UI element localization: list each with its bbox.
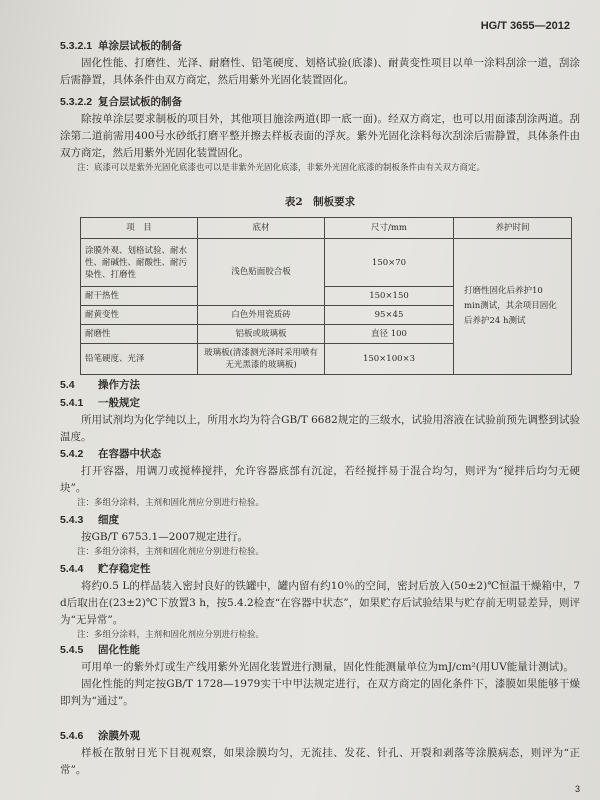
table-cell-substrate: 玻璃板(清漆测光泽时采用喷有无光黑漆的玻璃板) (198, 344, 325, 375)
table-cell-size: 直径 100 (325, 325, 454, 344)
section-number: 5.4.2 (60, 448, 84, 460)
table-header-cell: 项 目 (81, 218, 198, 239)
table-cell-size: 150×70 (325, 239, 454, 287)
section-title: 细度 (98, 514, 119, 526)
note: 注：多组分涂料，主剂和固化剂应分别进行检验。 (77, 498, 265, 508)
section-heading (60, 395, 580, 412)
table-row (81, 239, 572, 287)
table-cell-item: 涂膜外观、划格试验、耐水性、耐碱性、耐酸性、耐污染性、打磨性 (81, 239, 198, 287)
table-cell-substrate: 白色外用瓷质砖 (198, 306, 325, 325)
section-5-4-6 (60, 728, 580, 779)
table-cell-item: 耐黄变性 (81, 306, 198, 325)
section-heading (60, 512, 580, 529)
document-code: HG/T 3655—2012 (480, 20, 570, 32)
section-heading (60, 38, 580, 55)
note: 注：多组分涂料，主剂和固化剂应分别进行检验。 (77, 630, 265, 640)
table-cell-curing: 打磨性固化后养护10 min测试，其余项目固化后养护24 h测试 (454, 239, 572, 375)
table-header-cell: 底材 (198, 218, 325, 239)
note: 注：底漆可以是紫外光固化底漆也可以是非紫外光固化底漆，非紫外光固化底漆的制板条件由有关双方商定。 (77, 163, 486, 173)
section-heading (60, 561, 580, 578)
section-title: 贮存稳定性 (98, 563, 151, 575)
table-cell-substrate: 铝板或玻璃板 (198, 325, 325, 344)
table-cell-item: 耐磨性 (81, 325, 198, 344)
page-number: 3 (574, 784, 580, 794)
section-number: 5.4.4 (60, 563, 84, 575)
section-number: 5.4 (60, 379, 75, 391)
note: 注：多组分涂料，主剂和固化剂应分别进行检验。 (77, 547, 265, 557)
table-cell-size: 95×45 (325, 306, 454, 325)
paragraph: 按GB/T 6753.1—2007规定进行。 (81, 531, 248, 543)
section-title: 涂膜外观 (98, 730, 140, 742)
table-cell-size: 150×150 (325, 287, 454, 306)
spec-table (80, 217, 572, 375)
paragraph: 除按单涂层要求制板的项目外，其他项目施涂两道(即一底一面)。经双方商定，也可以用面漆刮涂两道。刮涂第二道前需用400号水砂纸打磨平整并擦去样板表面的浮灰。紫外光固化涂料每次刮涂后需静置，具体条件由双方商定，然后用紫外光固化装置固化。 (60, 113, 580, 159)
table-cell-item: 铅笔硬度、光泽 (81, 344, 198, 375)
section-heading (60, 642, 580, 659)
paragraph: 样板在散射日光下目视观察，如果涂膜均匀，无流挂、发花、针孔、开裂和剥落等涂膜病态，则评为“正常”。 (60, 747, 580, 776)
section-number: 5.3.2.2 (60, 96, 93, 108)
section-number: 5.4.6 (60, 730, 84, 742)
section-heading (60, 446, 580, 463)
section-title: 在容器中状态 (98, 448, 161, 460)
section-5-4-4 (60, 561, 580, 642)
table-cell-substrate: 浅色贴面胶合板 (198, 239, 325, 306)
section-5-3-2-2 (60, 94, 580, 175)
table-header-row (81, 218, 572, 239)
section-5-4-1 (60, 395, 580, 446)
section-title: 固化性能 (98, 644, 140, 656)
paragraph: 打开容器，用调刀或搅棒搅拌，允许容器底部有沉淀，若经搅拌易于混合均匀，则评为“搅拌后均匀无硬块”。 (60, 465, 580, 494)
paragraph: 固化性能的判定按GB/T 1728—1979实干中甲法规定进行，在双方商定的固化条件下，漆膜如果能够干燥即判为“通过”。 (60, 678, 580, 707)
section-heading (60, 377, 580, 394)
section-number: 5.3.2.1 (60, 40, 93, 52)
table-cell-item: 耐干热性 (81, 287, 198, 306)
section-title: 一般规定 (98, 397, 140, 409)
section-5-4-3 (60, 512, 580, 559)
section-5-3-2-1 (60, 38, 580, 89)
paragraph: 所用试剂均为化学纯以上，所用水均为符合GB/T 6682规定的三级水，试验用溶液在试验前预先调整到试验温度。 (60, 414, 580, 443)
section-title: 复合层试板的制备 (98, 96, 182, 108)
section-title: 单涂层试板的制备 (98, 40, 182, 52)
section-number: 5.4.1 (60, 397, 84, 409)
section-heading (60, 728, 580, 745)
section-heading (60, 94, 580, 111)
table-header-cell: 尺寸/mm (325, 218, 454, 239)
table-title: 表2 制板要求 (284, 196, 356, 208)
paragraph: 可用单一的紫外灯或生产线用紫外光固化装置进行测量，固化性能测量单位为mJ/cm²(用UV能量计测试)。 (81, 661, 574, 673)
section-5-4-2 (60, 446, 580, 510)
paragraph: 将约0.5 L的样品装入密封良好的铁罐中，罐内留有约10％的空间，密封后放入(50±2)℃恒温干燥箱中，7 d后取出在(23±2)℃下放置3 h，按5.4.2检查“在容器中状态”，如果贮存后试验结果与贮存前无明显差异，则评为“无异常”。 (60, 580, 580, 626)
section-number: 5.4.3 (60, 514, 84, 526)
table-cell-size: 150×100×3 (325, 344, 454, 375)
table-header-cell: 养护时间 (454, 218, 572, 239)
section-5-4-5 (60, 642, 580, 710)
paragraph: 固化性能、打磨性、光泽、耐磨性、铅笔硬度、划格试验(底漆)、耐黄变性项目以单一涂料刮涂一道，刮涂后需静置，具体条件由双方商定，然后用紫外光固化装置固化。 (60, 57, 580, 86)
section-5-4 (60, 377, 580, 394)
section-title: 操作方法 (98, 379, 140, 391)
section-number: 5.4.5 (60, 644, 84, 656)
